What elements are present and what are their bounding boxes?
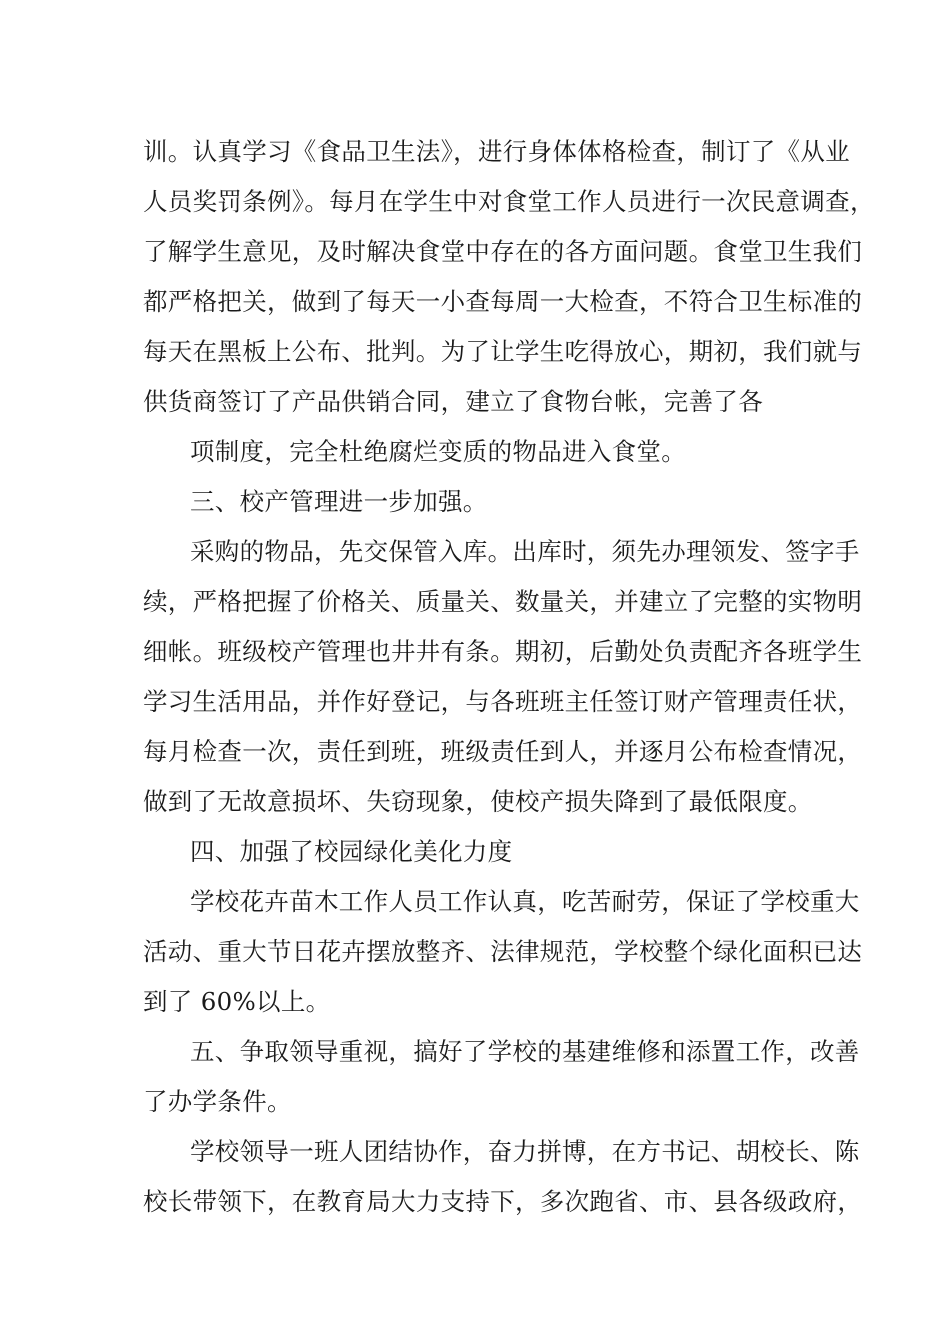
text-line: 训。认真学习《食品卫生法》，进行身体体格检查，制订了《从业 (143, 137, 850, 166)
text-line: 学校花卉苗木工作人员工作认真，吃苦耐劳，保证了学校重大 (190, 887, 860, 916)
text-line: 都严格把关，做到了每天一小查每周一大检查，不符合卫生标准的 (143, 287, 863, 316)
text-line: 每月检查一次，责任到班，班级责任到人，并逐月公布检查情况， (143, 737, 863, 766)
text-line: 学校领导一班人团结协作，奋力拼博，在方书记、胡校长、陈 (190, 1137, 860, 1166)
text-line: 了解学生意见，及时解决食堂中存在的各方面问题。食堂卫生我们 (143, 237, 863, 266)
text-line: 续，严格把握了价格关、质量关、数量关，并建立了完整的实物明 (143, 587, 863, 616)
section-heading: 五、争取领导重视，搞好了学校的基建维修和添置工作，改善 (190, 1037, 860, 1066)
text-line: 活动、重大节日花卉摆放整齐、法律规范，学校整个绿化面积已达 (143, 937, 863, 966)
text-line: 采购的物品，先交保管入库。出库时，须先办理领发、签字手 (190, 537, 860, 566)
text-line: 细帐。班级校产管理也井井有条。期初，后勤处负责配齐各班学生 (143, 637, 863, 666)
text-line: 每天在黑板上公布、批判。为了让学生吃得放心，期初，我们就与 (143, 337, 863, 366)
text-line: 到了 60%以上。 (143, 987, 331, 1016)
text-line: 了办学条件。 (143, 1087, 292, 1116)
text-line: 校长带领下，在教育局大力支持下，多次跑省、市、县各级政府， (143, 1187, 863, 1216)
section-heading: 三、校产管理进一步加强。 (190, 487, 488, 516)
text-line: 项制度，完全杜绝腐烂变质的物品进入食堂。 (190, 437, 686, 466)
text-line: 学习生活用品，并作好登记，与各班班主任签订财产管理责任状， (143, 687, 863, 716)
text-line: 供货商签订了产品供销合同，建立了食物台帐，完善了各 (143, 387, 763, 416)
text-line: 人员奖罚条例》。每月在学生中对食堂工作人员进行一次民意调查， (143, 187, 875, 216)
section-heading: 四、加强了校园绿化美化力度 (190, 837, 513, 866)
text-line: 做到了无故意损坏、失窃现象，使校产损失降到了最低限度。 (143, 787, 813, 816)
